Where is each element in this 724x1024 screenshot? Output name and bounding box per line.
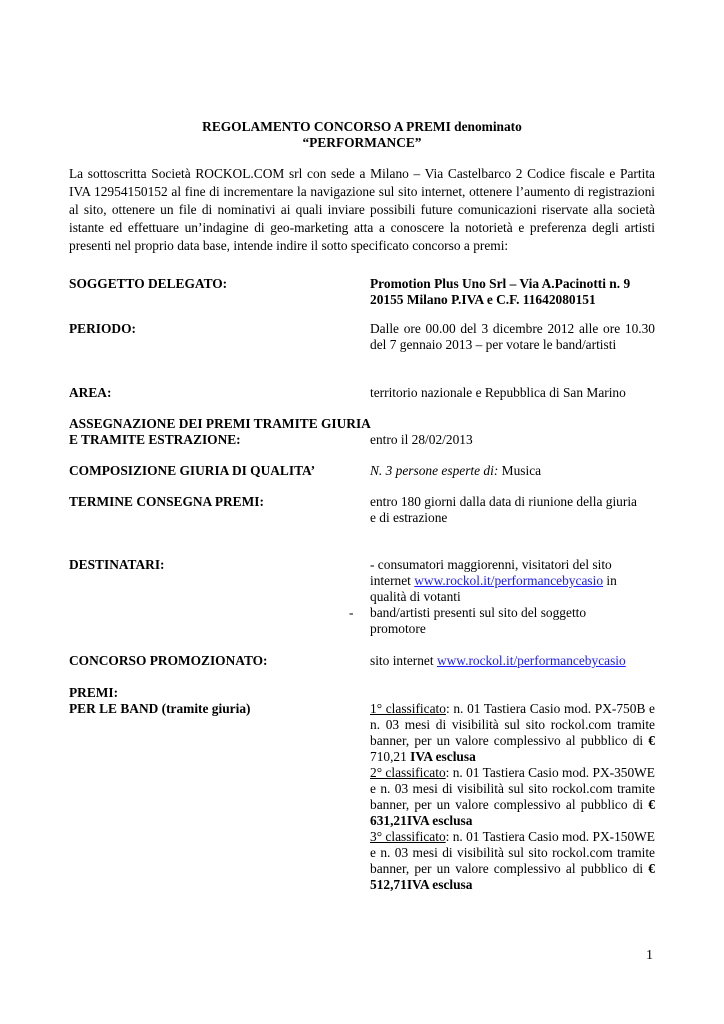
soggetto-line-1: Promotion Plus Uno Srl – Via A.Pacinotti n. 9 bbox=[370, 276, 631, 291]
giuria-italic-text: N. 3 persone esperte di: bbox=[370, 463, 499, 478]
label-periodo: PERIODO: bbox=[69, 321, 136, 336]
label-premi: PREMI: bbox=[69, 685, 119, 700]
prize-first bbox=[370, 701, 655, 765]
label-area: AREA: bbox=[69, 385, 112, 400]
value-area: territorio nazionale e Repubblica di San Marino bbox=[370, 385, 626, 400]
value-assegnazione: entro il 28/02/2013 bbox=[370, 432, 473, 447]
prize-second-heading: 2° classificato bbox=[370, 765, 446, 780]
giuria-subject: Musica bbox=[498, 463, 542, 478]
label-soggetto-delegato: SOGGETTO DELEGATO: bbox=[69, 276, 228, 291]
document-title: REGOLAMENTO CONCORSO A PREMI denominato bbox=[202, 119, 522, 134]
prize-second-amount: € 631,21IVA esclusa bbox=[370, 797, 655, 828]
prize-third bbox=[370, 829, 655, 893]
performance-link[interactable]: www.rockol.it/performancebycasio bbox=[414, 573, 604, 588]
document-title-name: “PERFORMANCE” bbox=[302, 135, 422, 150]
value-soggetto-delegato bbox=[370, 276, 655, 308]
label-termine-consegna: TERMINE CONSEGNA PREMI: bbox=[69, 494, 264, 509]
value-composizione-giuria bbox=[370, 463, 655, 479]
label-concorso-promozionato: CONCORSO PROMOZIONATO: bbox=[69, 653, 268, 668]
value-destinatari-item-2: band/artisti presenti sul sito del soggetto promotore bbox=[370, 605, 587, 636]
label-assegnazione-line-1: ASSEGNAZIONE DEI PREMI TRAMITE GIURIA bbox=[69, 416, 371, 431]
prize-first-suffix: IVA esclusa bbox=[410, 749, 476, 764]
intro-paragraph: La sottoscritta Società ROCKOL.COM srl con sede a Milano – Via Castelbarco 2 Codice fiscale e Partita IVA 12954150152 al fine di incrementare la navigazione sul sito internet, ottenere l’aumento di registrazioni al sito, ottenere un file di nominativi ai quali inviare possibili future comunicazioni riservate alla società istante ed effettuare un’indagine di geo-marketing atta a conoscere la notorietà e preferenza degli artisti presenti nel proprio data base, intende indire il sotto specificato concorso a premi: bbox=[69, 166, 655, 253]
concorso-link[interactable]: www.rockol.it/performancebycasio bbox=[436, 653, 626, 668]
value-premi bbox=[370, 701, 655, 893]
value-periodo: Dalle ore 00.00 del 3 dicembre 2012 alle ore 10.30 del 7 gennaio 2013 – per votare le band/artisti bbox=[370, 321, 655, 352]
prize-second-text: : n. 01 Tastiera Casio mod. PX-350WE e n. 03 mesi di visibilità sul sito rockol.com tramite banner, per un valore complessivo al pubblico di bbox=[370, 765, 655, 812]
prize-first-amount: 710,21 bbox=[370, 749, 411, 764]
label-composizione-giuria: COMPOSIZIONE GIURIA DI QUALITA’ bbox=[69, 463, 316, 478]
prize-first-text: : n. 01 Tastiera Casio mod. PX-750B e n. 03 mesi di visibilità sul sito rockol.com tramite banner, per un valore complessivo al pubblico di bbox=[370, 701, 655, 748]
value-concorso-promozionato bbox=[370, 653, 670, 669]
value-destinatari-item-1 bbox=[370, 557, 646, 605]
label-per-le-band: PER LE BAND (tramite giuria) bbox=[69, 701, 251, 716]
prize-second bbox=[370, 765, 655, 829]
label-destinatari: DESTINATARI: bbox=[69, 557, 165, 572]
page-number: 1 bbox=[646, 948, 653, 963]
prize-third-amount: € 512,71IVA esclusa bbox=[370, 861, 655, 892]
destinatari-consumatori-text: - consumatori maggiorenni, visitatori del sito internet bbox=[370, 557, 612, 588]
value-termine-consegna: entro 180 giorni dalla data di riunione della giuria e di estrazione bbox=[370, 494, 637, 525]
concorso-sito-text: sito internet bbox=[370, 653, 437, 668]
list-dash: - bbox=[349, 605, 354, 620]
destinatari-votanti-text: in qualità di votanti bbox=[370, 573, 617, 604]
soggetto-line-2: 20155 Milano P.IVA e C.F. 11642080151 bbox=[370, 292, 596, 307]
prize-third-text: : n. 01 Tastiera Casio mod. PX-150WE e n. 03 mesi di visibilità sul sito rockol.com tramite banner, per un valore complessivo al pubblico di bbox=[370, 829, 655, 876]
prize-first-heading: 1° classificato bbox=[370, 701, 446, 716]
prize-third-heading: 3° classificato bbox=[370, 829, 446, 844]
label-assegnazione-line-2: E TRAMITE ESTRAZIONE: bbox=[69, 432, 241, 447]
prize-first-currency: € bbox=[648, 733, 655, 748]
